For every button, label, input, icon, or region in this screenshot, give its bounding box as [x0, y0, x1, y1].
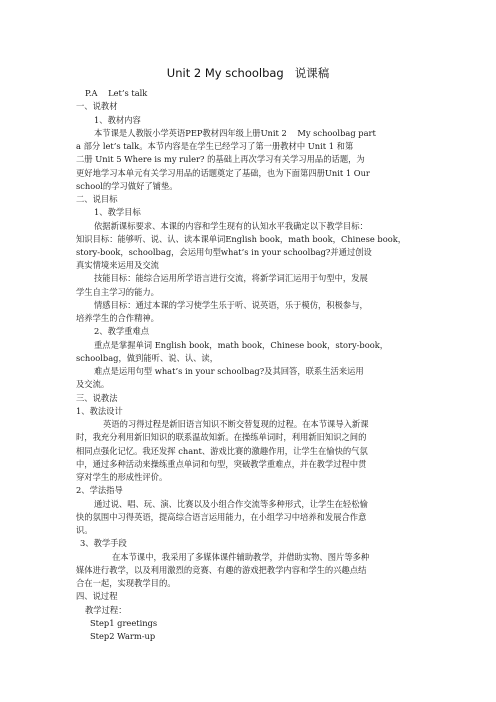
step-line: Step1 greetings	[90, 618, 158, 628]
paragraph-line: 中，通过多种活动来操练重点单词和句型，突破教学重难点，并在教学过程中贯	[76, 459, 367, 469]
sub-heading: 2、教学重难点	[94, 326, 150, 336]
paragraph-line: 依据新课标要求、本课的内容和学生现有的认知水平我确定以下教学目标：	[94, 221, 368, 231]
sub-heading: 3、教学手段	[80, 538, 127, 548]
paragraph-line: 快的氛围中习得英语，提高综合语言运用能力，在小组学习中培养和发展合作意	[76, 512, 367, 522]
paragraph-line: 合在一起，实现教学目的。	[76, 578, 176, 588]
paragraph-line: 技能目标：能综合运用所学语言进行交流，将新学词汇运用于句型中，发展	[94, 273, 368, 283]
paragraph-line: schoolbag，做到能听、说、认、读，	[76, 353, 219, 363]
paragraph-line: 情感目标：通过本课的学习使学生乐于听、说英语，乐于模仿，积极参与，	[94, 300, 368, 310]
paragraph-line: 英语的习得过程是新旧语言知识不断交替复现的过程。在本节课导入新课	[103, 419, 369, 429]
paragraph-line: 相同点强化记忆。我还发挥 chant、游戏比赛的激趣作用，让学生在愉快的气氛	[76, 446, 368, 456]
sub-heading: 2、学法指导	[76, 485, 123, 495]
paragraph-line: 培养学生的合作精神。	[76, 313, 159, 323]
paragraph-line: 知识目标：能够听、说、认、读本课单词English book，math book，Chinese book，	[76, 234, 407, 244]
sub-heading: 1、教法设计	[76, 406, 123, 416]
paragraph-line: story-book，schoolbag，会运用句型what’s in your schoolbag?并通过创设	[76, 247, 372, 257]
document-title: Unit 2 My schoolbag 说课稿	[166, 66, 330, 80]
sub-heading: 1、教材内容	[94, 115, 141, 125]
section-heading: 四、说过程	[76, 591, 118, 601]
paragraph-line: 难点是运用句型 what’s in your schoolbag?及其回答，联系生活来运用	[94, 366, 364, 376]
paragraph-line: 本节课是人教版小学英语PEP教材四年级上册Unit 2 My schoolbag part	[94, 128, 376, 138]
section-heading: 三、说教法	[76, 393, 118, 403]
paragraph-line: 及交流。	[76, 379, 110, 389]
section-subtitle: P.A Let’s talk	[85, 88, 148, 98]
paragraph-line: 重点是掌握单词 English book，math book，Chinese book，story-book，	[94, 340, 389, 350]
paragraph-line: 真实情境来运用及交流	[76, 260, 159, 270]
paragraph-line: 通过说、唱、玩、演、比赛以及小组合作交流等多种形式，让学生在轻松愉	[94, 499, 368, 509]
paragraph-line: 在本节课中，我采用了多媒体课件辅助教学，并借助实物、图片等多种	[112, 552, 370, 562]
paragraph-line: 学生自主学习的能力。	[76, 287, 159, 297]
paragraph-line: 更好地学习本单元有关学习用品的话题奠定了基础，也为下面第四册Unit 1 Our	[76, 168, 370, 178]
step-line: Step2 Warm-up	[90, 631, 156, 641]
paragraph-line: a 部分 let’s talk。本节内容是在学生已经学习了第一册教材中 Unit 1 和第	[76, 141, 354, 151]
paragraph-line: 教学过程：	[85, 605, 127, 615]
paragraph-line: 穿对学生的形成性评价。	[76, 472, 168, 482]
paragraph-line: 媒体进行教学，以及利用激烈的竞赛、有趣的游戏把教学内容和学生的兴趣点结	[76, 565, 367, 575]
paragraph-line: 识。	[76, 525, 93, 535]
paragraph-line: 二册 Unit 5 Where is my ruler? 的基础上再次学习有关学习用品的话题，为	[76, 154, 365, 164]
sub-heading: 1、教学目标	[94, 207, 141, 217]
paragraph-line: 时，我充分利用新旧知识的联系温故知新。在操练单词时，利用新旧知识之间的	[76, 432, 367, 442]
section-heading: 二、说目标	[76, 194, 118, 204]
section-heading: 一、说教材	[76, 101, 118, 111]
paragraph-line: school的学习做好了铺垫。	[76, 181, 178, 191]
